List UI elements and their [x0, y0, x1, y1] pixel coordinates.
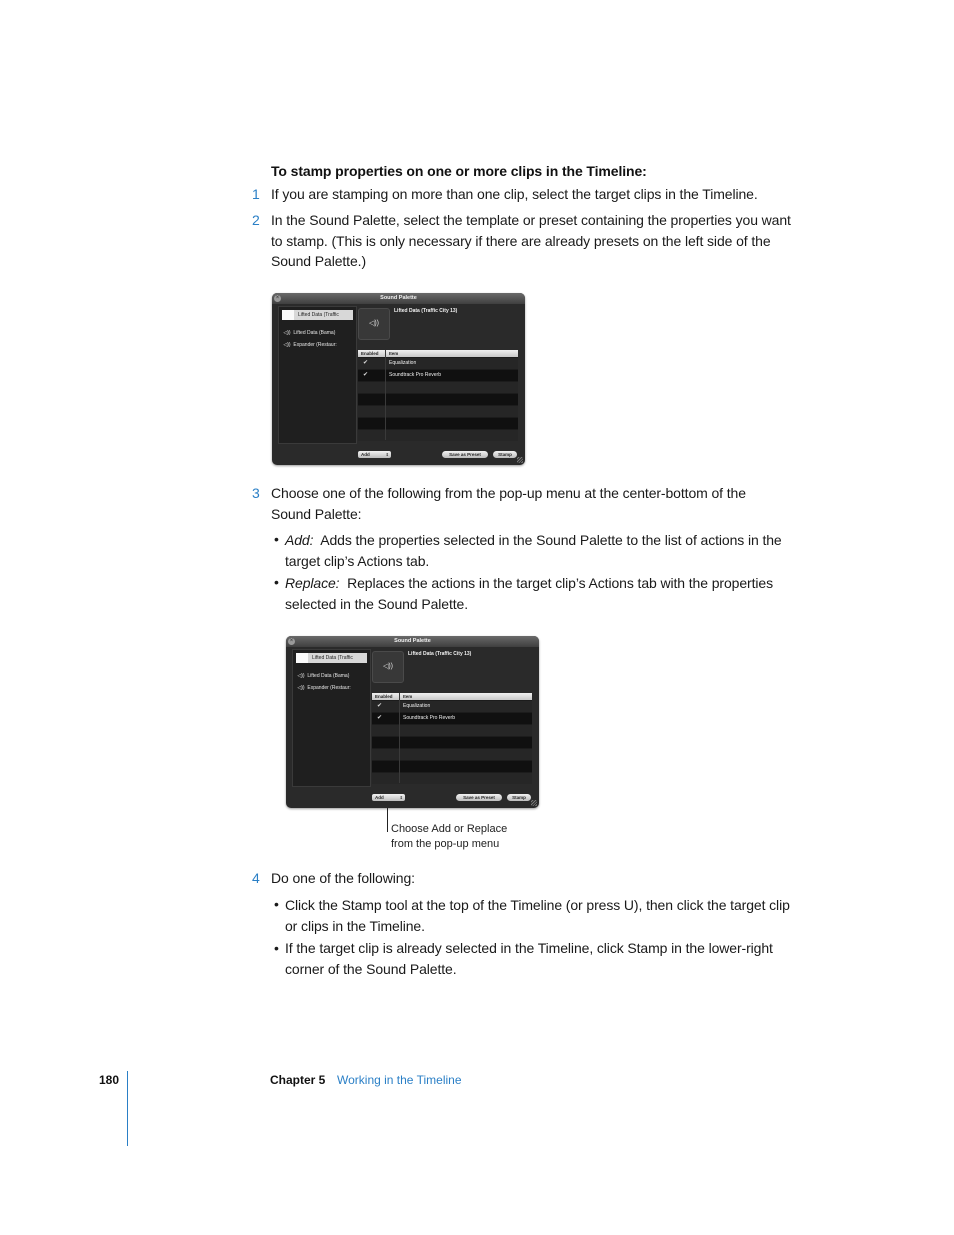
procedure-heading: To stamp properties on one or more clips in the Timeline: [271, 163, 647, 179]
palette-title: Sound Palette [286, 636, 539, 647]
bullet-text: Replace: Replaces the actions in the target clip’s Actions tab with the properties selected in the Sound Palette. [285, 575, 773, 612]
sound-palette-screenshot [286, 636, 539, 808]
column-enabled[interactable]: Enabled [361, 351, 379, 356]
step-text: Do one of the following: [271, 870, 415, 886]
table-row [372, 725, 532, 736]
table-row[interactable]: ✔ Soundtrack Pro Reverb [358, 370, 518, 381]
speaker-icon: ◁)) [297, 685, 305, 691]
preset-item[interactable]: ◁)) Expander (Restaur: [283, 342, 337, 348]
column-divider [385, 350, 386, 440]
table-row [372, 749, 532, 760]
resize-grip-icon[interactable] [531, 800, 537, 806]
palette-title: Sound Palette [272, 293, 525, 304]
selected-preset-name: Lifted Data (Traffic City 13) [408, 651, 472, 657]
stamp-button[interactable]: Stamp [493, 451, 517, 458]
step-text: In the Sound Palette, select the template or preset containing the properties you want to stamp. (This is only necessary if there are already presets on the left side of the Sound Palette.) [271, 212, 791, 269]
stamp-button[interactable]: Stamp [507, 794, 531, 801]
bullet-text: If the target clip is already selected in the Timeline, click Stamp in the lower-right corner of the Sound Palette. [285, 940, 773, 977]
table-row [358, 394, 518, 405]
enabled-checkbox[interactable]: ✔ [377, 715, 383, 721]
preset-item[interactable]: ◁)) Lifted Data (Bama) [283, 330, 336, 336]
chapter-title-link[interactable]: Working in the Timeline [337, 1073, 462, 1087]
enabled-checkbox[interactable]: ✔ [363, 372, 369, 378]
step-number: 1 [252, 186, 260, 202]
speaker-icon: ◁)) [358, 308, 390, 340]
column-item[interactable]: Item [403, 694, 413, 699]
add-replace-popup[interactable]: Add ⇕ [358, 451, 391, 458]
step-number: 2 [252, 212, 260, 228]
step-text: If you are stamping on more than one clip, select the target clips in the Timeline. [271, 186, 758, 202]
step-text: Choose one of the following from the pop-up menu at the center-bottom of the Sound Palette: [271, 485, 746, 522]
table-row [358, 430, 518, 441]
table-row [372, 737, 532, 748]
enabled-checkbox[interactable]: ✔ [377, 703, 383, 709]
table-row [372, 761, 532, 772]
bullet: • [274, 531, 279, 547]
selected-preset-name: Lifted Data (Traffic City 13) [394, 308, 458, 314]
preset-list [278, 306, 357, 444]
bullet: • [274, 896, 279, 912]
speaker-icon: ◁)) [283, 342, 291, 348]
footer-rule [127, 1071, 128, 1146]
callout-line [387, 808, 388, 832]
preset-item[interactable]: ◁)) Lifted Data (Bama) [297, 673, 350, 679]
close-icon[interactable]: × [289, 638, 294, 644]
save-as-preset-button[interactable]: Save as Preset [442, 451, 488, 458]
sound-palette-screenshot [272, 293, 525, 465]
enabled-checkbox[interactable]: ✔ [363, 360, 369, 366]
table-row[interactable]: ✔ Equalization [358, 358, 518, 369]
table-row[interactable]: ✔ Equalization [372, 701, 532, 712]
chevron-updown-icon: ⇕ [385, 452, 389, 457]
close-icon[interactable]: × [275, 295, 280, 301]
page-number: 180 [99, 1073, 120, 1087]
table-header [358, 350, 518, 357]
speaker-icon [296, 653, 308, 663]
speaker-icon: ◁)) [297, 673, 305, 679]
bullet-text: Click the Stamp tool at the top of the Timeline (or press U), then click the target clip or clips in the Timeline. [285, 897, 790, 934]
step-number: 4 [252, 870, 260, 886]
column-item[interactable]: Item [389, 351, 399, 356]
add-replace-popup[interactable]: Add ⇕ [372, 794, 405, 801]
bullet-text: Add: Adds the properties selected in the Sound Palette to the list of actions in the target clip’s Actions tab. [285, 532, 782, 569]
speaker-icon: ◁)) [372, 651, 404, 683]
preset-item[interactable]: Lifted Data (Traffic [282, 310, 353, 320]
bullet: • [274, 574, 279, 590]
column-divider [399, 693, 400, 783]
table-header [372, 693, 532, 700]
properties-table [358, 350, 518, 440]
speaker-icon [282, 310, 294, 320]
table-row [372, 773, 532, 784]
table-row [358, 418, 518, 429]
table-row [358, 406, 518, 417]
column-enabled[interactable]: Enabled [375, 694, 393, 699]
chapter-label: Chapter 5 [270, 1073, 326, 1087]
table-row[interactable]: ✔ Soundtrack Pro Reverb [372, 713, 532, 724]
callout-caption: Choose Add or Replace from the pop-up menu [391, 823, 508, 850]
preset-item[interactable]: Lifted Data (Traffic [296, 653, 367, 663]
resize-grip-icon[interactable] [517, 457, 523, 463]
properties-table [372, 693, 532, 783]
step-number: 3 [252, 485, 260, 501]
preset-list [292, 649, 371, 787]
save-as-preset-button[interactable]: Save as Preset [456, 794, 502, 801]
preset-item[interactable]: ◁)) Expander (Restaur: [297, 685, 351, 691]
speaker-icon: ◁)) [283, 330, 291, 336]
chevron-updown-icon: ⇕ [399, 795, 403, 800]
bullet: • [274, 940, 279, 956]
table-row [358, 382, 518, 393]
